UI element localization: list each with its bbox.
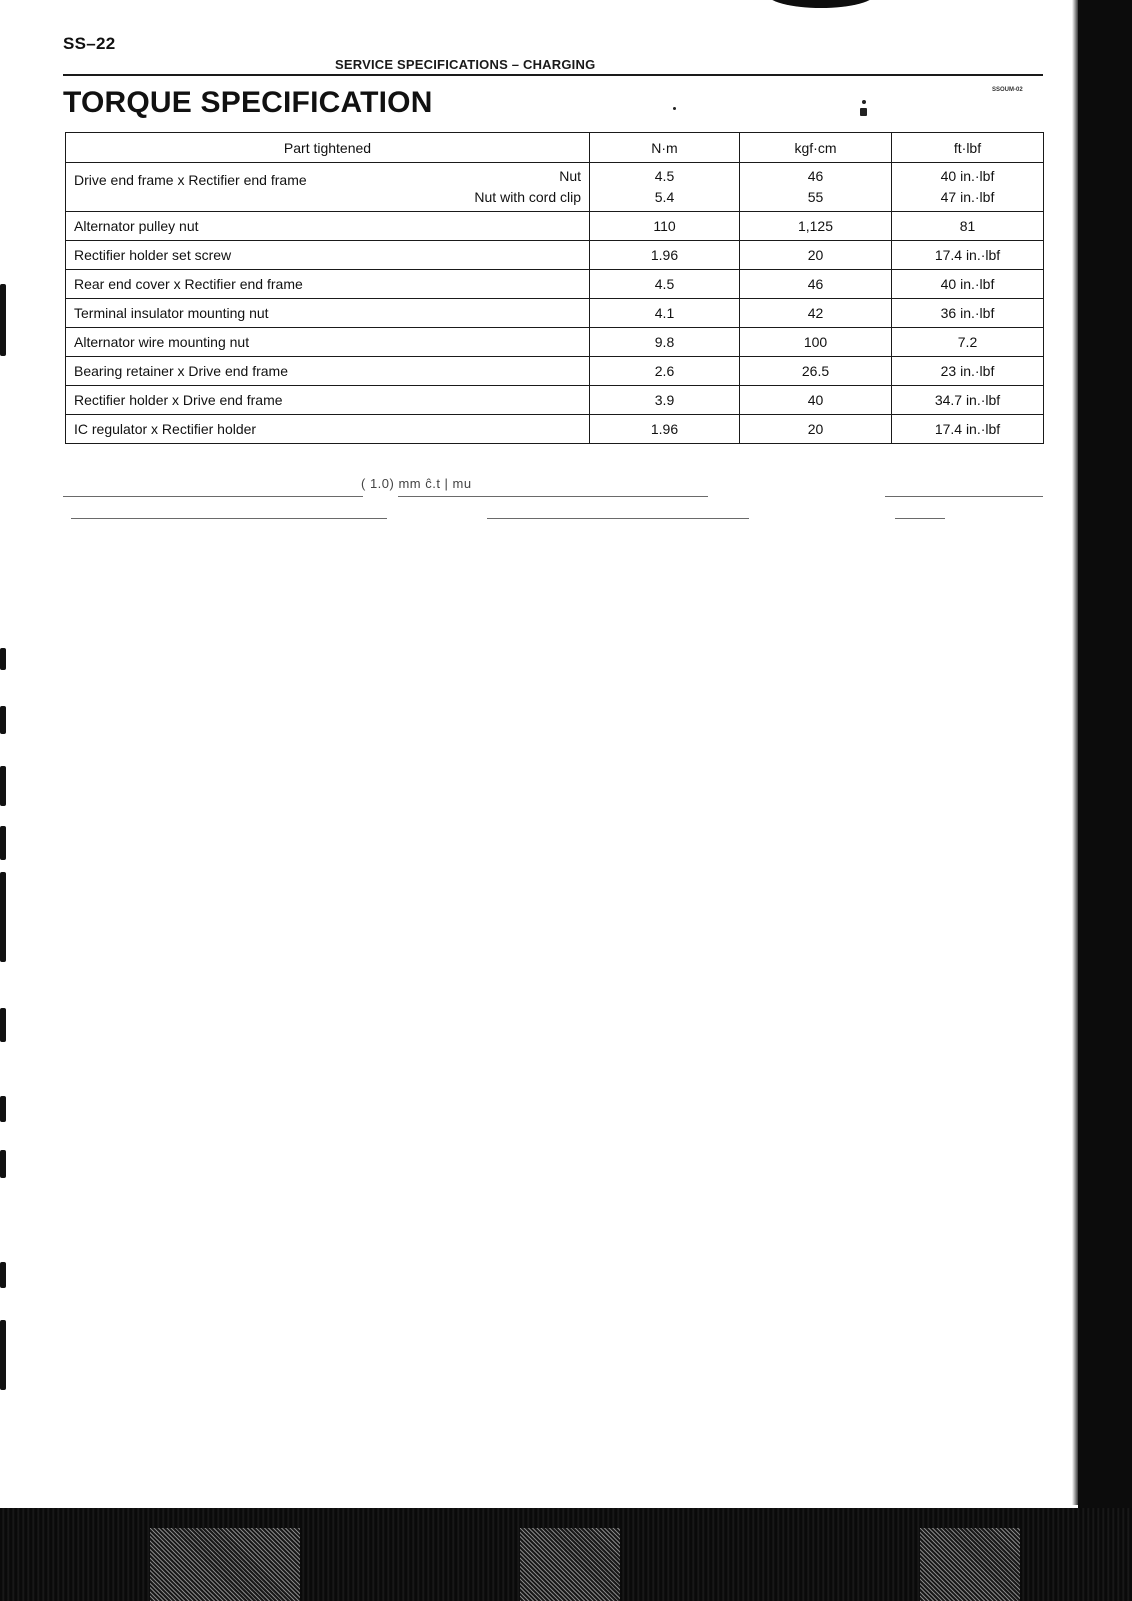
nm-value: 4.5 bbox=[654, 168, 675, 184]
table-row bbox=[66, 212, 1044, 241]
subpart-name: Nut with cord clip bbox=[474, 189, 581, 205]
nm-value: 5.4 bbox=[654, 189, 675, 205]
scan-edge-right bbox=[1078, 0, 1132, 1520]
table-row bbox=[66, 163, 1044, 212]
column-header-kgf: kgf·cm bbox=[740, 133, 892, 163]
part-name: IC regulator x Rectifier holder bbox=[66, 415, 590, 444]
part-name: Alternator wire mounting nut bbox=[66, 328, 590, 357]
table-row bbox=[66, 299, 1044, 328]
kgf-value: 26.5 bbox=[740, 357, 892, 386]
bleed-line bbox=[885, 496, 1043, 497]
table-row bbox=[66, 241, 1044, 270]
nm-cell bbox=[590, 163, 740, 212]
kgf-value: 55 bbox=[807, 189, 824, 205]
scan-speck bbox=[862, 100, 866, 104]
ft-value: 23 in.·lbf bbox=[892, 357, 1044, 386]
scan-mark-left bbox=[0, 766, 6, 806]
bleed-through-area bbox=[63, 476, 1045, 526]
table-row bbox=[66, 357, 1044, 386]
part-name: Terminal insulator mounting nut bbox=[66, 299, 590, 328]
scan-mark-left bbox=[0, 648, 6, 670]
ft-value: 17.4 in.·lbf bbox=[892, 241, 1044, 270]
column-header-part: Part tightened bbox=[66, 133, 590, 163]
kgf-value: 46 bbox=[740, 270, 892, 299]
nm-value: 3.9 bbox=[590, 386, 740, 415]
subpart-name: Nut bbox=[559, 168, 581, 184]
scan-mark-left bbox=[0, 826, 6, 860]
running-head bbox=[335, 57, 595, 72]
ft-value: 34.7 in.·lbf bbox=[892, 386, 1044, 415]
scan-noise-2 bbox=[520, 1528, 620, 1601]
scan-mark-left bbox=[0, 1262, 6, 1288]
running-head-text: SERVICE SPECIFICATIONS – CHARGING bbox=[335, 57, 596, 72]
scan-noise-3 bbox=[920, 1528, 1020, 1601]
part-name: Rear end cover x Rectifier end frame bbox=[66, 270, 590, 299]
nm-value: 1.96 bbox=[590, 415, 740, 444]
kgf-value: 42 bbox=[740, 299, 892, 328]
scan-mark-left bbox=[0, 1320, 6, 1390]
bleed-line bbox=[398, 496, 708, 497]
page-title: TORQUE SPECIFICATION bbox=[63, 86, 433, 119]
kgf-value: 100 bbox=[740, 328, 892, 357]
bleed-line bbox=[895, 518, 945, 519]
bleed-through-text: ( 1.0) mm ĉ.t | mu bbox=[361, 476, 472, 491]
kgf-value: 40 bbox=[740, 386, 892, 415]
part-name: Drive end frame x Rectifier end frame bbox=[74, 172, 307, 188]
bleed-line bbox=[487, 518, 749, 519]
scan-mark-left bbox=[0, 1096, 6, 1122]
kgf-cell bbox=[740, 163, 892, 212]
scan-mark-left bbox=[0, 284, 6, 356]
scan-noise-1 bbox=[150, 1528, 300, 1601]
kgf-value: 20 bbox=[740, 241, 892, 270]
scan-speck bbox=[860, 108, 867, 116]
scan-mark-left bbox=[0, 1008, 6, 1042]
part-name: Bearing retainer x Drive end frame bbox=[66, 357, 590, 386]
document-code: SSOUM-02 bbox=[992, 87, 1023, 93]
scan-speck bbox=[673, 107, 676, 110]
bleed-line bbox=[71, 518, 387, 519]
nm-value: 110 bbox=[590, 212, 740, 241]
header-rule bbox=[63, 74, 1043, 76]
page-number: SS–22 bbox=[63, 34, 116, 53]
ft-value: 36 in.·lbf bbox=[892, 299, 1044, 328]
ft-value: 81 bbox=[892, 212, 1044, 241]
nm-value: 1.96 bbox=[590, 241, 740, 270]
ft-value: 47 in.·lbf bbox=[940, 189, 995, 205]
torque-specification-table bbox=[65, 132, 1044, 444]
table-header-row bbox=[66, 133, 1044, 163]
column-header-ft: ft·lbf bbox=[892, 133, 1044, 163]
bleed-line bbox=[63, 496, 363, 497]
part-name: Rectifier holder set screw bbox=[66, 241, 590, 270]
column-header-nm: N·m bbox=[590, 133, 740, 163]
nm-value: 9.8 bbox=[590, 328, 740, 357]
part-name: Alternator pulley nut bbox=[66, 212, 590, 241]
scan-mark-left bbox=[0, 1150, 6, 1178]
table-row bbox=[66, 270, 1044, 299]
nm-value: 4.5 bbox=[590, 270, 740, 299]
ft-value: 40 in.·lbf bbox=[892, 270, 1044, 299]
scan-mark-left bbox=[0, 706, 6, 734]
kgf-value: 20 bbox=[740, 415, 892, 444]
ft-value: 7.2 bbox=[892, 328, 1044, 357]
kgf-value: 1,125 bbox=[740, 212, 892, 241]
nm-value: 4.1 bbox=[590, 299, 740, 328]
ft-cell bbox=[892, 163, 1044, 212]
table-row bbox=[66, 415, 1044, 444]
scan-blot-top bbox=[766, 0, 876, 8]
table-row bbox=[66, 386, 1044, 415]
nm-value: 2.6 bbox=[590, 357, 740, 386]
ft-value: 17.4 in.·lbf bbox=[892, 415, 1044, 444]
table-row bbox=[66, 328, 1044, 357]
part-name: Rectifier holder x Drive end frame bbox=[66, 386, 590, 415]
ft-value: 40 in.·lbf bbox=[940, 168, 995, 184]
scan-mark-left bbox=[0, 872, 6, 962]
kgf-value: 46 bbox=[807, 168, 824, 184]
part-cell bbox=[66, 163, 590, 212]
